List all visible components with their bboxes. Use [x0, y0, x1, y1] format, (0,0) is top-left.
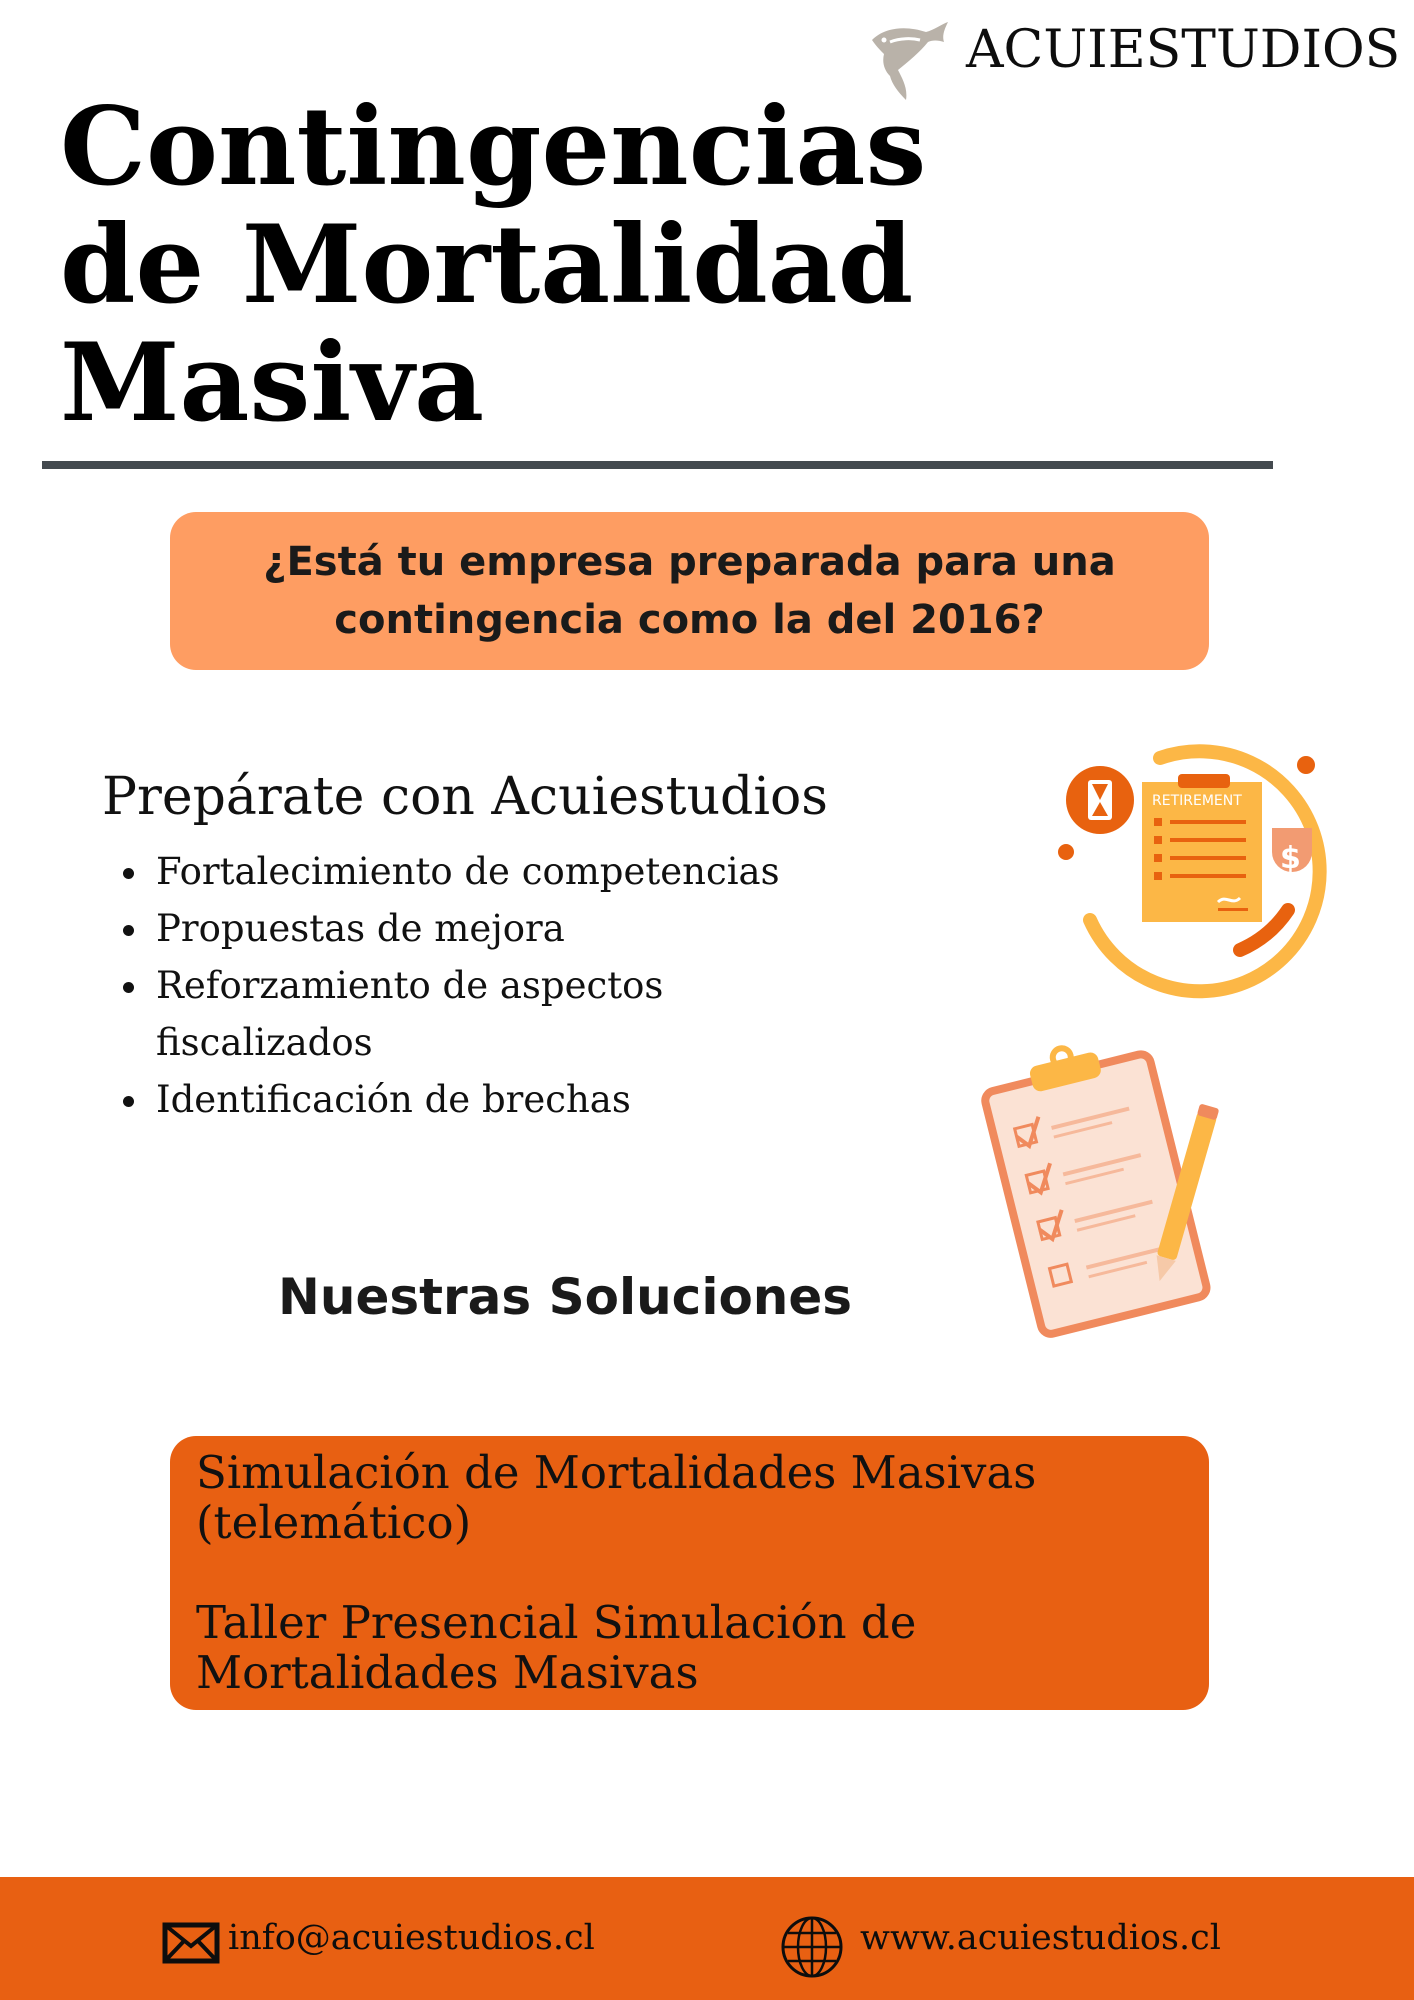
list-item: • Reforzamiento de aspectos fiscalizados [152, 957, 872, 1071]
title-line-3: Masiva [60, 320, 485, 446]
clipboard-checklist-icon [970, 1040, 1230, 1340]
footer-email-link[interactable]: info@acuiestudios.cl [228, 1918, 595, 1958]
title-divider [42, 461, 1273, 469]
footer [0, 1877, 1414, 2000]
list-item: • Propuestas de mejora [152, 900, 872, 957]
retirement-label: RETIREMENT [1152, 793, 1242, 809]
list-item: • Fortalecimiento de competencias [152, 843, 872, 900]
brand-name: ACUIESTUDIOS [966, 20, 1401, 80]
globe-icon [780, 1915, 844, 1979]
footer-website-link[interactable]: www.acuiestudios.cl [860, 1918, 1221, 1958]
benefits-list [110, 843, 872, 1128]
retirement-document-icon [1050, 740, 1350, 1000]
list-item: • Identificación de brechas [152, 1071, 872, 1128]
currency-symbol: $ [1280, 841, 1301, 876]
question-line-1: ¿Está tu empresa preparada para una [263, 539, 1116, 585]
prepare-heading: Prepárate con Acuiestudios [102, 767, 828, 827]
page-title [60, 84, 960, 446]
question-banner [170, 512, 1209, 670]
solution-item: Simulación de Mortalidades Masivas (telemático) [196, 1446, 1037, 1549]
title-line-2: de Mortalidad [60, 202, 914, 328]
question-text [250, 533, 1130, 649]
solution-item: Taller Presencial Simulación de Mortalidades Masivas [196, 1596, 917, 1699]
envelope-icon [162, 1922, 220, 1964]
title-line-1: Contingencias [60, 84, 927, 210]
question-line-2: contingencia como la del 2016? [334, 597, 1045, 643]
solutions-panel [170, 1436, 1209, 1710]
solutions-heading: Nuestras Soluciones [278, 1268, 853, 1326]
